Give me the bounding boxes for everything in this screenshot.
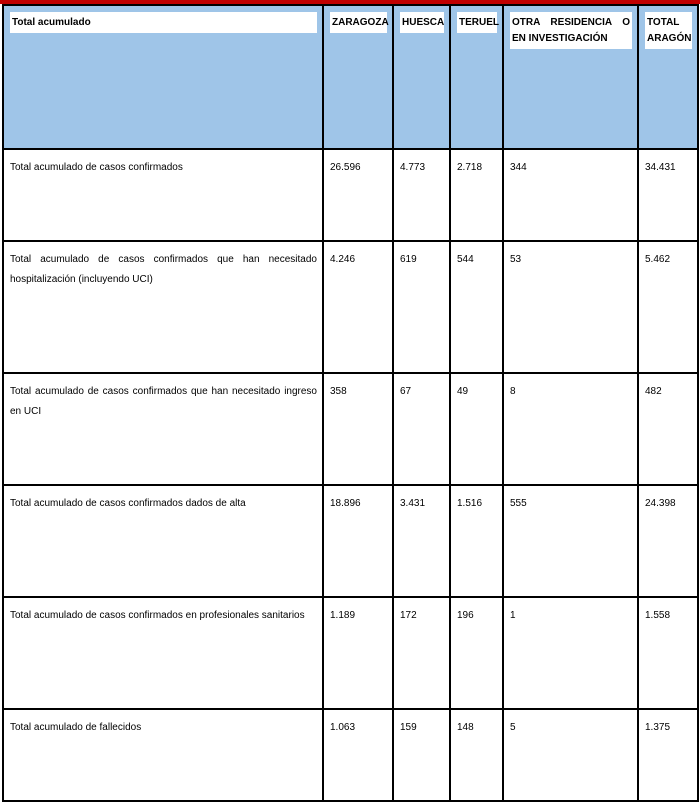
cell-total: 24.398 (638, 485, 698, 597)
cell-huesca: 159 (393, 709, 450, 801)
header-cell-huesca (393, 5, 450, 149)
header-cell-zaragoza (323, 5, 393, 149)
cell-zaragoza: 1.189 (323, 597, 393, 709)
cell-otra: 344 (503, 149, 638, 241)
header-zaragoza: ZARAGOZA (330, 12, 387, 33)
cell-huesca: 4.773 (393, 149, 450, 241)
cell-otra: 53 (503, 241, 638, 373)
header-teruel: TERUEL (457, 12, 497, 33)
row-label: Total acumulado de casos confirmados en profesionales sanitarios (3, 597, 323, 709)
cell-total: 34.431 (638, 149, 698, 241)
cell-total: 482 (638, 373, 698, 485)
row-label: Total acumulado de casos confirmados que han necesitado hospitalización (incluyendo UCI) (3, 241, 323, 373)
cumulative-totals-table (2, 4, 699, 802)
table-row (3, 241, 698, 373)
header-huesca: HUESCA (400, 12, 444, 33)
header-cell-total (638, 5, 698, 149)
cell-teruel: 1.516 (450, 485, 503, 597)
table-header-row (3, 5, 698, 149)
cell-zaragoza: 26.596 (323, 149, 393, 241)
table-row (3, 373, 698, 485)
row-label: Total acumulado de casos confirmados que han necesitado ingreso en UCI (3, 373, 323, 485)
cell-otra: 1 (503, 597, 638, 709)
cell-teruel: 196 (450, 597, 503, 709)
cell-zaragoza: 18.896 (323, 485, 393, 597)
table-row (3, 149, 698, 241)
header-otra-residencia: OTRA RESIDENCIA O EN INVESTIGACIÓN (510, 12, 632, 49)
cell-otra: 555 (503, 485, 638, 597)
table-row (3, 597, 698, 709)
cell-huesca: 67 (393, 373, 450, 485)
cell-teruel: 148 (450, 709, 503, 801)
cell-huesca: 619 (393, 241, 450, 373)
cell-total: 1.375 (638, 709, 698, 801)
cell-teruel: 49 (450, 373, 503, 485)
header-label: Total acumulado (10, 12, 317, 33)
cell-zaragoza: 4.246 (323, 241, 393, 373)
row-label: Total acumulado de casos confirmados (3, 149, 323, 241)
cell-teruel: 544 (450, 241, 503, 373)
cell-otra: 5 (503, 709, 638, 801)
cell-huesca: 172 (393, 597, 450, 709)
cell-total: 5.462 (638, 241, 698, 373)
cell-huesca: 3.431 (393, 485, 450, 597)
cell-zaragoza: 1.063 (323, 709, 393, 801)
cell-teruel: 2.718 (450, 149, 503, 241)
header-total-aragon: TOTAL ARAGÓN (645, 12, 692, 49)
header-cell-label (3, 5, 323, 149)
table-row (3, 709, 698, 801)
header-cell-teruel (450, 5, 503, 149)
cell-zaragoza: 358 (323, 373, 393, 485)
header-cell-otra (503, 5, 638, 149)
table-row (3, 485, 698, 597)
row-label: Total acumulado de fallecidos (3, 709, 323, 801)
cell-total: 1.558 (638, 597, 698, 709)
table-container (2, 4, 697, 802)
cell-otra: 8 (503, 373, 638, 485)
row-label: Total acumulado de casos confirmados dados de alta (3, 485, 323, 597)
